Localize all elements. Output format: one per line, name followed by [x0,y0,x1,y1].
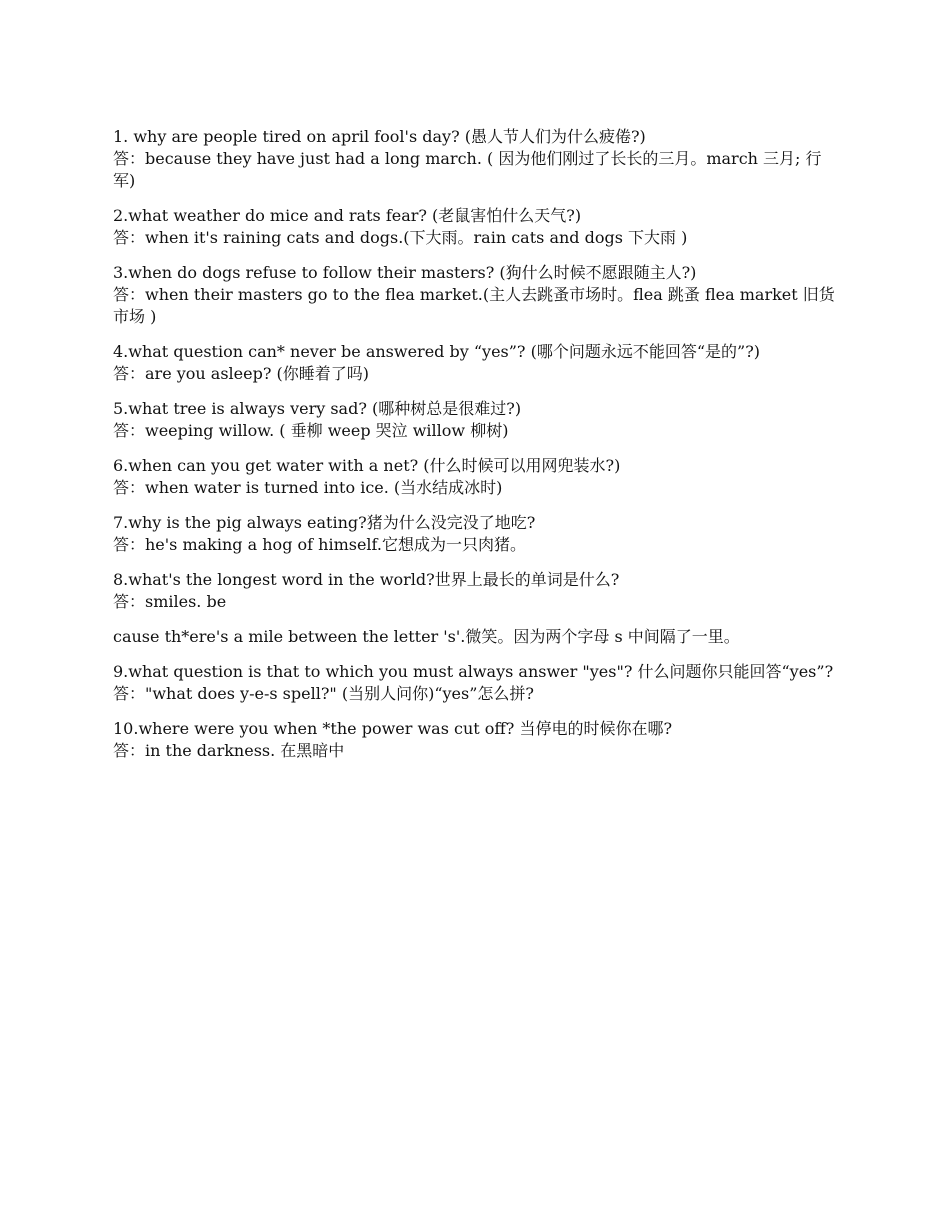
riddle-item-1 [113,126,843,192]
answer-text: 答：in the darkness. 在黑暗中 [113,741,345,760]
riddle-item-7 [113,512,843,556]
question-text: 3.when do dogs refuse to follow their masters? (狗什么时候不愿跟随主人?) [113,263,697,282]
riddle-item-6 [113,455,843,499]
answer-text: 答：because they have just had a long march. ( 因为他们刚过了长长的三月。march 三月; 行军) [113,149,822,190]
question-text: 5.what tree is always very sad? (哪种树总是很难过?) [113,399,522,418]
question-text: 1. why are people tired on april fool's day? (愚人节人们为什么疲倦?) [113,127,646,146]
question-text: 4.what question can* never be answered by “yes”? (哪个问题永远不能回答“是的”?) [113,342,761,361]
answer-text: 答：weeping willow. ( 垂柳 weep 哭泣 willow 柳树) [113,421,509,440]
riddle-item-8 [113,569,843,613]
riddle-item-2 [113,205,843,249]
question-text: 7.why is the pig always eating?猪为什么没完没了地吃? [113,513,536,532]
answer-text: 答：are you asleep? (你睡着了吗) [113,364,370,383]
answer-text: 答：smiles. be [113,592,227,611]
answer-text: 答："what does y-e-s spell?" (当别人问你)“yes”怎么拼? [113,684,534,703]
riddle-item-8-continuation [113,626,843,648]
question-text: 10.where were you when *the power was cut off? 当停电的时候你在哪? [113,719,673,738]
riddle-item-3 [113,262,843,328]
riddle-item-9 [113,661,843,705]
answer-text: 答：when their masters go to the flea market.(主人去跳蚤市场时。flea 跳蚤 flea market 旧货市场 ) [113,285,835,326]
answer-text: 答：when it's raining cats and dogs.(下大雨。rain cats and dogs 下大雨 ) [113,228,688,247]
document-page [113,126,843,775]
question-text: 2.what weather do mice and rats fear? (老鼠害怕什么天气?) [113,206,582,225]
answer-text: 答：he's making a hog of himself.它想成为一只肉猪。 [113,535,526,554]
riddle-item-10 [113,718,843,762]
riddle-item-4 [113,341,843,385]
answer-text: 答：when water is turned into ice. (当水结成冰时) [113,478,503,497]
question-text: 6.when can you get water with a net? (什么时候可以用网兜装水?) [113,456,621,475]
question-text: 9.what question is that to which you must always answer "yes"? 什么问题你只能回答“yes”? [113,662,834,681]
riddle-item-5 [113,398,843,442]
question-text: 8.what's the longest word in the world?世界上最长的单词是什么? [113,570,620,589]
paragraph-text: cause th*ere's a mile between the letter 's'.微笑。因为两个字母 s 中间隔了一里。 [113,627,740,646]
